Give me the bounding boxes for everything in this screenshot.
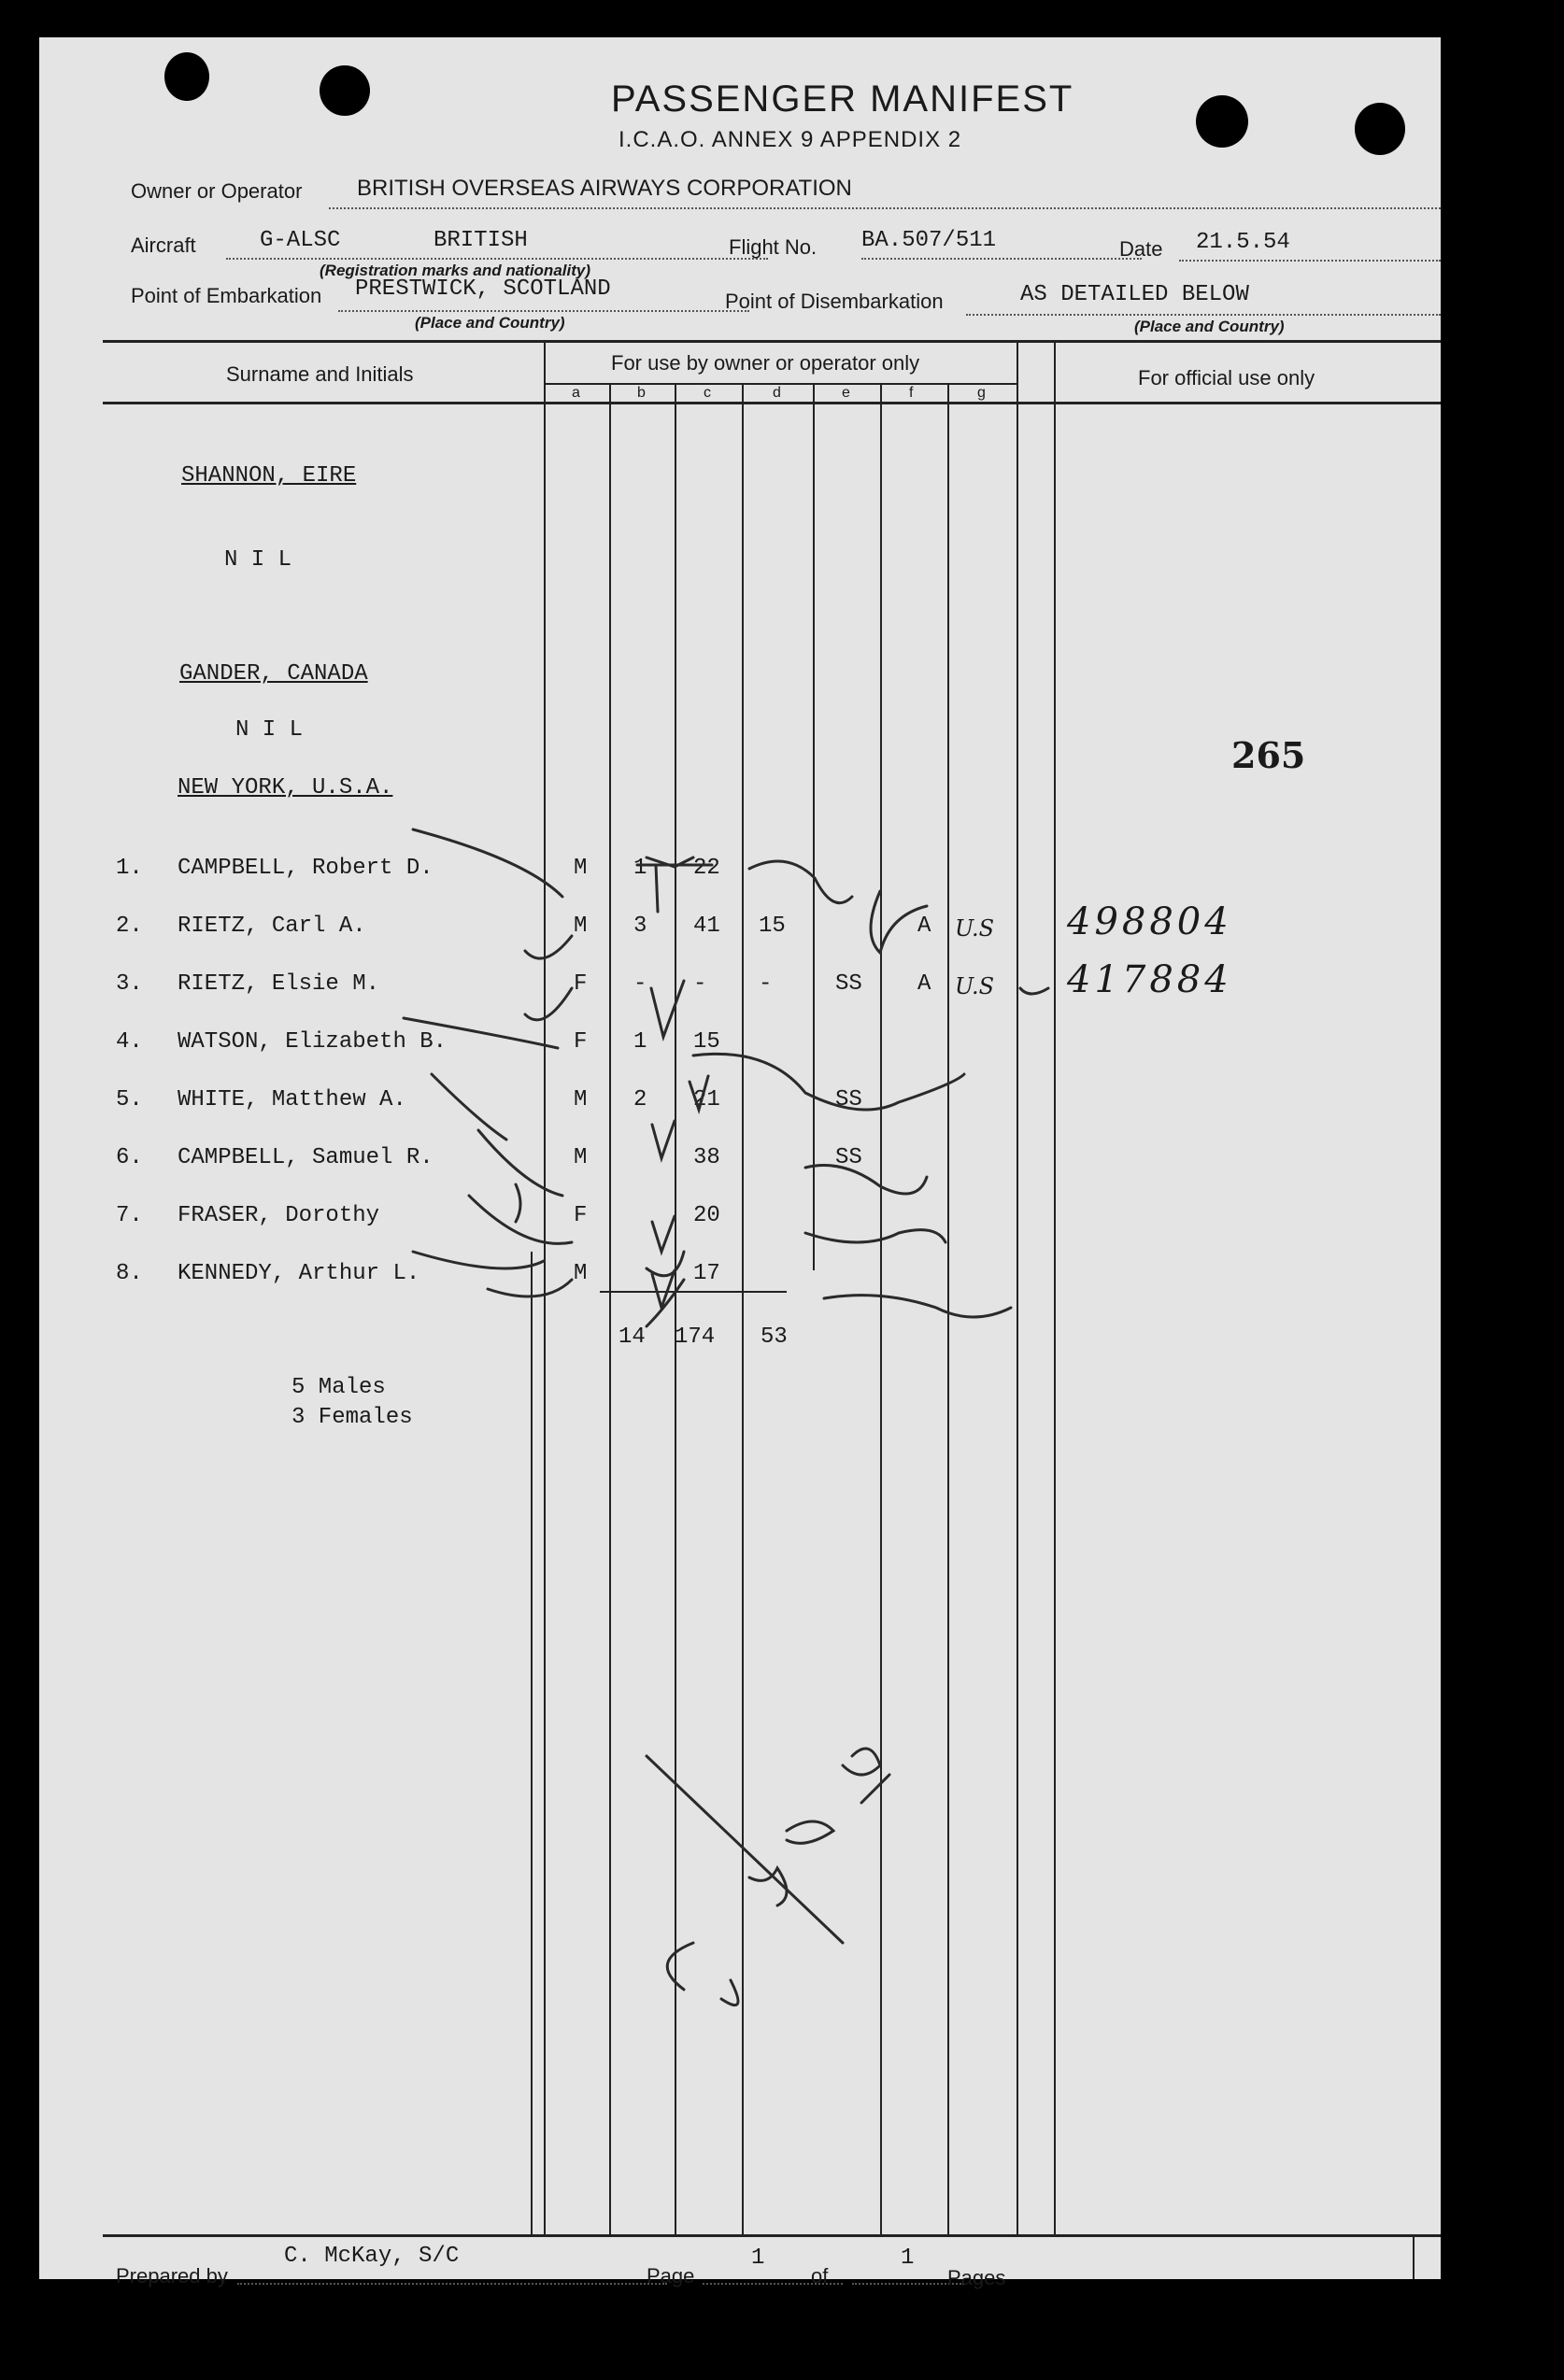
passenger-col-c: 20 [693, 1203, 720, 1228]
column-rule [947, 383, 949, 2234]
passenger-name: WATSON, Elizabeth B. [178, 1029, 448, 1055]
passenger-col-c: 41 [693, 914, 720, 939]
sub-column-label: g [977, 385, 986, 401]
disembarkation-value: AS DETAILED BELOW [1020, 282, 1249, 307]
passenger-col-e: SS [835, 1145, 862, 1170]
col-header-owner: For use by owner or operator only [611, 351, 920, 375]
passenger-col-a: M [574, 856, 588, 881]
passenger-col-a: M [574, 1087, 588, 1112]
passenger-col-a: F [574, 971, 588, 997]
column-rule [609, 383, 611, 2234]
passenger-name: FRASER, Dorothy [178, 1203, 380, 1228]
col-header-official: For official use only [1138, 366, 1315, 390]
passenger-col-g: U.S [955, 973, 995, 999]
passenger-number: 4. [116, 1029, 143, 1055]
official-number: 265 [1231, 734, 1306, 776]
owner-label: Owner or Operator [131, 179, 303, 203]
date-label: Date [1119, 237, 1163, 261]
passenger-col-a: M [574, 1145, 588, 1170]
passenger-col-a: M [574, 1261, 588, 1286]
totals-rule [600, 1291, 787, 1293]
passenger-number: 7. [116, 1203, 143, 1228]
passenger-number: 2. [116, 914, 143, 939]
passenger-col-d: - [759, 971, 773, 997]
flight-label: Flight No. [729, 235, 818, 259]
dotted-line [966, 314, 1441, 316]
sub-column-label: e [842, 385, 850, 401]
stop-place: SHANNON, EIRE [181, 463, 357, 489]
punch-hole [1355, 103, 1405, 155]
dotted-line [237, 2283, 667, 2285]
column-rule [1017, 340, 1018, 2234]
dotted-line [1179, 260, 1441, 262]
passenger-col-b: 3 [633, 914, 647, 939]
embarkation-label: Point of Embarkation [131, 284, 322, 307]
passenger-number: 5. [116, 1087, 143, 1112]
footer-rule [103, 2234, 1441, 2237]
passenger-col-e: SS [835, 1087, 862, 1112]
table-header-rule [103, 402, 1441, 404]
dotted-line [329, 207, 1441, 209]
passenger-col-c: - [693, 971, 707, 997]
passenger-col-d: 15 [759, 914, 786, 939]
table-top-rule [103, 340, 1441, 343]
dotted-line [226, 258, 768, 260]
passenger-name: CAMPBELL, Robert D. [178, 856, 434, 881]
sub-column-label: c [704, 385, 711, 401]
passenger-col-c: 17 [693, 1261, 720, 1286]
column-rule [1413, 2234, 1415, 2279]
column-rule [742, 383, 744, 2234]
passenger-official-number: 417884 [1067, 958, 1232, 1001]
pages-label: Pages [947, 2266, 1006, 2289]
sub-column-label: a [572, 385, 580, 401]
column-rule [531, 1252, 533, 2234]
pages-value: 1 [901, 2245, 915, 2271]
passenger-name: WHITE, Matthew A. [178, 1087, 406, 1112]
passenger-name: CAMPBELL, Samuel R. [178, 1145, 434, 1170]
stop-note: N I L [224, 547, 292, 573]
sub-column-label: b [637, 385, 646, 401]
passenger-col-b: 1 [633, 856, 647, 881]
passenger-name: RIETZ, Carl A. [178, 914, 366, 939]
passenger-col-e: SS [835, 971, 862, 997]
passenger-col-a: F [574, 1029, 588, 1055]
sub-column-label: f [909, 385, 914, 401]
passenger-number: 3. [116, 971, 143, 997]
prepared-label: Prepared by [116, 2264, 228, 2288]
dotted-line [338, 310, 749, 312]
disembarkation-label: Point of Disembarkation [725, 290, 944, 313]
stop-place: GANDER, CANADA [179, 661, 368, 687]
aircraft-note: (Registration marks and nationality) [320, 262, 590, 279]
stop-place: NEW YORK, U.S.A. [178, 775, 393, 800]
manifest-title: PASSENGER MANIFEST [611, 78, 1074, 120]
page-value: 1 [751, 2245, 765, 2271]
passenger-name: KENNEDY, Arthur L. [178, 1261, 420, 1286]
stop-note: N I L [235, 717, 304, 743]
punch-hole [1196, 95, 1248, 148]
column-rule [813, 383, 815, 1270]
page-label: Page [647, 2264, 695, 2288]
passenger-col-f: A [917, 914, 931, 939]
aircraft-label: Aircraft [131, 234, 196, 257]
passenger-col-a: F [574, 1203, 588, 1228]
summary-females: 3 Females [291, 1405, 413, 1430]
column-rule [880, 383, 882, 2234]
punch-hole [164, 52, 209, 101]
passenger-col-b: 1 [633, 1029, 647, 1055]
owner-value: BRITISH OVERSEAS AIRWAYS CORPORATION [357, 176, 852, 201]
passenger-col-g: U.S [955, 915, 995, 942]
dotted-line [861, 258, 1142, 260]
prepared-value: C. McKay, S/C [284, 2244, 460, 2269]
sub-column-label: d [773, 385, 781, 401]
passenger-col-b: 2 [633, 1087, 647, 1112]
aircraft-registration: G-ALSC [260, 228, 341, 253]
manifest-sheet [39, 37, 1441, 2289]
passenger-col-c: 22 [693, 856, 720, 881]
total-b: 14 [618, 1325, 646, 1350]
passenger-col-c: 38 [693, 1145, 720, 1170]
column-rule [1054, 340, 1056, 2234]
passenger-col-c: 21 [693, 1087, 720, 1112]
column-rule [544, 340, 546, 2234]
passenger-official-number: 498804 [1067, 900, 1232, 943]
column-rule [675, 383, 676, 2234]
disembarkation-note: (Place and Country) [1134, 318, 1285, 335]
total-c: 174 [675, 1325, 716, 1350]
col-header-name: Surname and Initials [226, 362, 414, 386]
aircraft-nationality: BRITISH [434, 228, 528, 253]
total-d: 53 [761, 1325, 788, 1350]
embarkation-value: PRESTWICK, SCOTLAND [355, 276, 611, 302]
passenger-number: 6. [116, 1145, 143, 1170]
passenger-col-a: M [574, 914, 588, 939]
passenger-number: 8. [116, 1261, 143, 1286]
manifest-subtitle: I.C.A.O. ANNEX 9 APPENDIX 2 [618, 127, 962, 152]
summary-males: 5 Males [291, 1375, 386, 1400]
date-value: 21.5.54 [1196, 230, 1290, 255]
passenger-col-f: A [917, 971, 931, 997]
passenger-name: RIETZ, Elsie M. [178, 971, 380, 997]
punch-hole [320, 65, 370, 116]
embarkation-note: (Place and Country) [415, 314, 565, 332]
passenger-number: 1. [116, 856, 143, 881]
passenger-col-b: - [633, 971, 647, 997]
passenger-col-c: 15 [693, 1029, 720, 1055]
of-label: of [811, 2264, 829, 2288]
flight-value: BA.507/511 [861, 228, 997, 253]
